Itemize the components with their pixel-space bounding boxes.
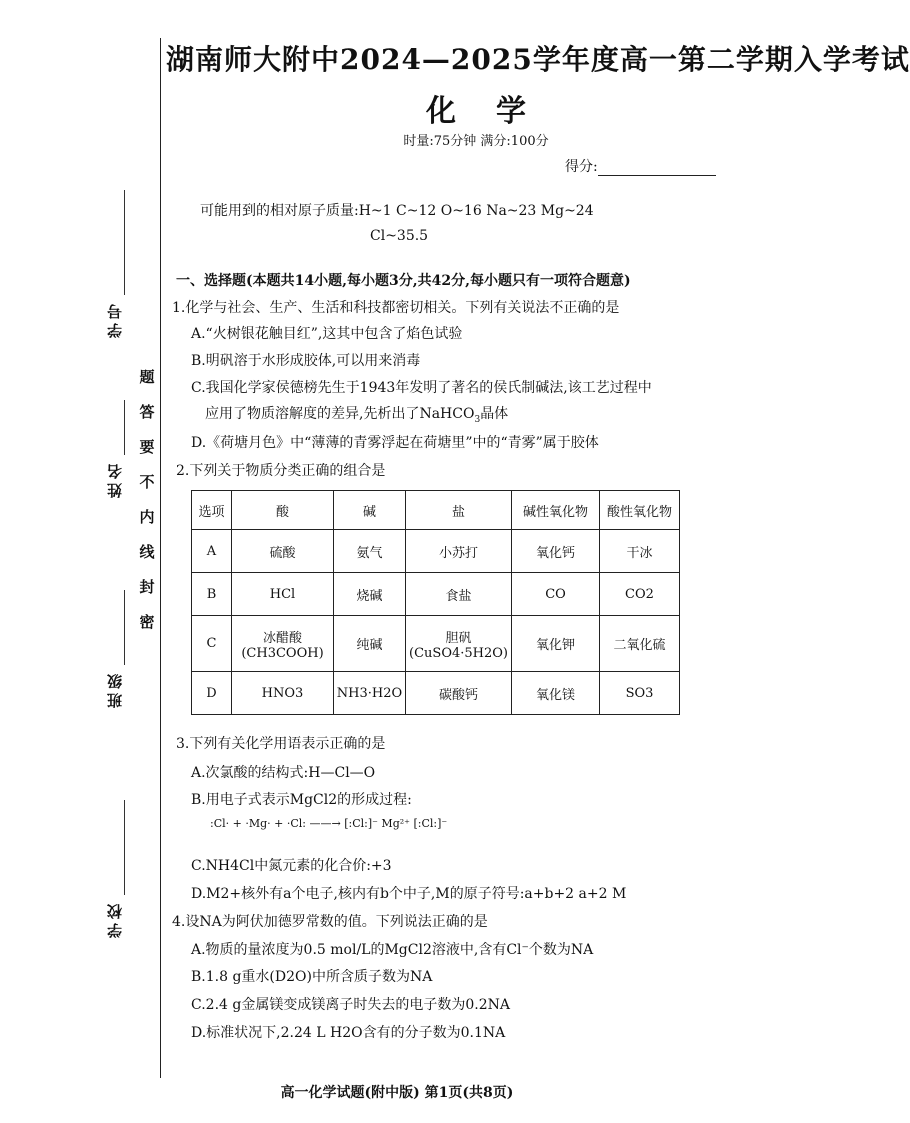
section-title: 一、选择题(本题共14小题,每小题3分,共42分,每小题只有一项符合题意) <box>176 273 631 289</box>
class-field <box>96 590 136 720</box>
table-row <box>192 672 680 715</box>
table-header-row <box>192 491 680 530</box>
score-blank[interactable] <box>598 161 716 176</box>
q3-option-a: A.次氯酸的结构式:H—Cl—O <box>191 765 376 781</box>
q3-option-c: C.NH4Cl中氮元素的化合价:+3 <box>191 858 392 874</box>
subject-title: 化学 <box>426 94 566 129</box>
q1-option-b: B.明矾溶于水形成胶体,可以用来消毒 <box>191 353 421 369</box>
table-cell: SO3 <box>600 672 680 715</box>
q4-option-d: D.标准状况下,2.24 L H2O含有的分子数为0.1NA <box>191 1025 506 1041</box>
table-cell: 氨气 <box>334 530 406 573</box>
score-label: 得分: <box>565 159 598 175</box>
table-cell: 冰醋酸(CH3COOH) <box>232 616 334 672</box>
q3-stem: 3.下列有关化学用语表示正确的是 <box>176 736 386 752</box>
q1-option-a: A.“火树银花触目红”,这其中包含了焰色试验 <box>191 326 463 342</box>
header-cell: 酸 <box>232 491 334 530</box>
table-cell: 氧化钙 <box>512 530 600 573</box>
header-cell: 酸性氧化物 <box>600 491 680 530</box>
table-cell: B <box>192 573 232 616</box>
table-row <box>192 530 680 573</box>
table-cell: 胆矾(CuSO4·5H2O) <box>406 616 512 672</box>
q1-option-c: C.我国化学家侯德榜先生于1943年发明了著名的侯氏制碱法,该工艺过程中 <box>191 380 652 396</box>
classification-table <box>191 490 680 715</box>
q3-option-b: B.用电子式表示MgCl2的形成过程: <box>191 792 412 808</box>
q1-c-text: 应用了物质溶解度的差异,先析出了NaHCO <box>205 406 475 422</box>
table-cell: 小苏打 <box>406 530 512 573</box>
atomic-mass-line1: 可能用到的相对原子质量:H~1 C~12 O~16 Na~23 Mg~24 <box>200 203 594 219</box>
table-cell: 烧碱 <box>334 573 406 616</box>
table-cell: 二氧化硫 <box>600 616 680 672</box>
table-cell: D <box>192 672 232 715</box>
q1-option-c-cont <box>205 403 508 425</box>
table-cell: 干冰 <box>600 530 680 573</box>
table-cell: 碳酸钙 <box>406 672 512 715</box>
time-info: 时量:75分钟 满分:100分 <box>403 134 549 149</box>
school-label: 学校 <box>106 900 124 938</box>
name-field <box>96 400 136 550</box>
table-cell: CO <box>512 573 600 616</box>
q1-c-sub: 3 <box>474 414 481 425</box>
q4-option-c: C.2.4 g金属镁变成镁离子时失去的电子数为0.2NA <box>191 997 510 1013</box>
seal-char: 题 <box>139 368 155 386</box>
school-blank <box>124 800 125 895</box>
name-blank-top <box>124 400 125 455</box>
q2-stem: 2.下列关于物质分类正确的组合是 <box>176 463 386 479</box>
q1-stem: 1.化学与社会、生产、生活和科技都密切相关。下列有关说法不正确的是 <box>172 300 620 316</box>
header-cell: 碱 <box>334 491 406 530</box>
seal-char: 答 <box>139 403 155 421</box>
table-cell: C <box>192 616 232 672</box>
table-row <box>192 616 680 672</box>
table-cell: 硫酸 <box>232 530 334 573</box>
header-cell: 选项 <box>192 491 232 530</box>
page-footer: 高一化学试题(附中版) 第1页(共8页) <box>280 1085 514 1101</box>
q3-option-d: D.M2+核外有a个电子,核内有b个中子,M的原子符号:a+b+2 a+2 M <box>191 886 627 902</box>
table-row <box>192 573 680 616</box>
exam-title: 湖南师大附中2024—2025学年度高一第二学期入学考试 <box>166 43 910 76</box>
seal-char: 线 <box>139 543 155 561</box>
header-cell: 盐 <box>406 491 512 530</box>
q4-option-b: B.1.8 g重水(D2O)中所含质子数为NA <box>191 969 433 985</box>
seal-char: 密 <box>139 613 155 631</box>
student-id-blank <box>124 190 125 295</box>
class-blank <box>124 590 125 665</box>
q4-option-a: A.物质的量浓度为0.5 mol/L的MgCl2溶液中,含有Cl⁻个数为NA <box>191 942 594 958</box>
table-cell: 氧化镁 <box>512 672 600 715</box>
school-field <box>96 800 136 950</box>
student-id-field <box>96 190 136 360</box>
table-cell: HNO3 <box>232 672 334 715</box>
name-label: 姓名 <box>106 460 124 498</box>
seal-char: 要 <box>139 438 155 456</box>
score-field <box>565 156 716 176</box>
seal-char: 内 <box>139 508 155 526</box>
class-label: 班级 <box>106 670 124 708</box>
q4-stem: 4.设NA为阿伏加德罗常数的值。下列说法正确的是 <box>172 914 488 930</box>
seal-char: 不 <box>139 473 155 491</box>
table-cell: NH3·H2O <box>334 672 406 715</box>
q1-option-d: D.《荷塘月色》中“薄薄的青雾浮起在荷塘里”中的“青雾”属于胶体 <box>191 435 599 451</box>
q1-c-text-end: 晶体 <box>480 406 509 422</box>
binding-line <box>160 38 161 1078</box>
electron-formula: :Cl· + ·Mg· + ·Cl: ——→ [:Cl:]⁻ Mg²⁺ [:Cl:]⁻ <box>210 817 448 830</box>
table-cell: 氧化钾 <box>512 616 600 672</box>
header-cell: 碱性氧化物 <box>512 491 600 530</box>
table-cell: A <box>192 530 232 573</box>
table-cell: HCl <box>232 573 334 616</box>
table-cell: 纯碱 <box>334 616 406 672</box>
seal-text <box>137 360 157 640</box>
table-cell: CO2 <box>600 573 680 616</box>
atomic-mass-line2: Cl~35.5 <box>370 228 429 244</box>
seal-char: 封 <box>139 578 155 596</box>
table-cell: 食盐 <box>406 573 512 616</box>
student-id-label: 学号 <box>106 300 124 338</box>
